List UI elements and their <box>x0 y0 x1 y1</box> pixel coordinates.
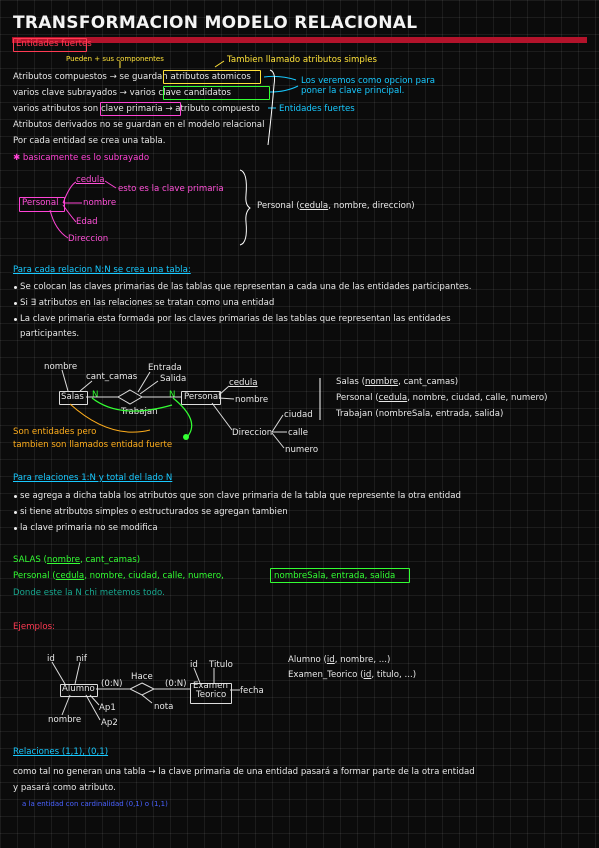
res-salas-post: , cant_camas) <box>398 377 459 387</box>
green-arrow-2 <box>173 398 192 436</box>
res-salas-pre: Salas ( <box>336 377 365 387</box>
arrow-primary-key <box>105 181 116 188</box>
spoke-alumno-nombre <box>62 695 70 715</box>
spoke-personal-direccion <box>212 403 232 430</box>
ex-res-alumno-pre: Alumno ( <box>288 655 327 665</box>
spoke-salas-nombre <box>62 370 68 391</box>
entity-teorico: Teorico <box>196 690 227 700</box>
attr-alumno-nombre: nombre <box>48 715 82 725</box>
cardinality-n-left: N <box>92 390 99 400</box>
note-entidades-pero: Son entidades pero <box>13 427 97 437</box>
attr-salas-cant-camas: cant_camas <box>86 372 138 382</box>
attr-alumno-nif: nif <box>76 654 87 664</box>
result-personal-key: cedula <box>299 201 329 211</box>
entity-alumno: Alumno <box>62 684 95 694</box>
spoke-entrada <box>138 372 150 392</box>
s2-bullet-1: Se colocan las claves primarias de las tablas que representan a cada una de las entidades participantes. <box>20 282 472 292</box>
result-personal-rest: , nombre, direccion) <box>328 201 415 211</box>
note-entidad-fuerte: tambien son llamados entidad fuerte <box>13 440 173 450</box>
relation-hace: Hace <box>131 672 153 682</box>
note-components: Pueden + sus componentes <box>66 55 164 63</box>
spoke-alumno-id <box>52 662 65 684</box>
s3-personal-post: , nombre, ciudad, calle, numero, <box>84 571 224 581</box>
spoke-direccion <box>50 210 68 238</box>
card-alumno: (0:N) <box>101 679 123 689</box>
spoke-examen-id <box>194 668 200 683</box>
s3-note-teal: Donde este la N chi metemos todo. <box>13 588 165 598</box>
entity-personal2: Personal <box>184 392 221 402</box>
attr-examen-titulo: Titulo <box>209 660 233 670</box>
s3-bullet-1: se agrega a dicha tabla los atributos que son clave primaria de la tabla que represente la otra entidad <box>20 491 461 501</box>
attr-alumno-ap2: Ap2 <box>101 718 118 728</box>
attr-alumno-id: id <box>47 654 55 664</box>
attr-calle: calle <box>288 428 309 438</box>
entity-personal: Personal <box>22 198 59 208</box>
res-personal-key: cedula <box>378 393 408 403</box>
attr-personal-direccion: Direccion <box>232 428 273 438</box>
spoke-alumno-nif <box>75 662 80 684</box>
s3-personal-box-text: nombreSala, entrada, salida <box>274 571 396 581</box>
attr-personal-nombre: nombre <box>235 395 269 405</box>
res-personal-post: , nombre, ciudad, calle, numero) <box>407 393 548 403</box>
ex-res-examen-key: id <box>363 670 372 680</box>
attr-salida: Salida <box>160 374 187 384</box>
examples-heading: Ejemplos: <box>13 622 55 632</box>
spoke-cedula <box>63 182 76 203</box>
entity-salas: Salas <box>61 392 84 402</box>
ex-res-alumno-key: id <box>326 655 335 665</box>
s4-line-2: y pasará como atributo. <box>13 783 116 793</box>
s3-personal-pre: Personal ( <box>13 571 56 581</box>
attr-cedula: cedula <box>76 175 105 185</box>
cardinality-n-right: N <box>169 390 176 400</box>
line-derivados: Atributos derivados no se guardan en el modelo relacional <box>13 120 265 130</box>
line-clave-primaria: varios atributos son clave primaria → atributo compuesto <box>13 104 260 114</box>
s3-bullet-3: la clave primaria no se modifica <box>20 523 158 533</box>
attr-edad: Edad <box>76 217 98 227</box>
spoke-personal-cedula <box>219 386 229 395</box>
attr-direccion: Direccion <box>68 234 109 244</box>
card-examen: (0:N) <box>165 679 187 689</box>
spoke-personal-nombre <box>219 398 234 399</box>
relation-trabajan: Trabajan <box>121 407 158 417</box>
spoke-edad <box>63 205 76 222</box>
attr-examen-id: id <box>190 660 198 670</box>
attr-nota: nota <box>154 702 174 712</box>
s3-salas-key: nombre <box>46 555 81 565</box>
section3-heading: Para relaciones 1:N y total del lado N <box>13 473 173 483</box>
line-compuestos: Atributos compuestos → se guardan atributos atomicos <box>13 72 251 82</box>
line-subrayados: varios clave subrayados → varios clave candidatos <box>13 88 231 98</box>
attr-entrada: Entrada <box>148 363 182 373</box>
attr-alumno-ap1: Ap1 <box>99 703 116 713</box>
result-personal-name: Personal ( <box>257 201 300 211</box>
brace-er1 <box>240 170 250 245</box>
s3-salas-post: , cant_camas) <box>80 555 141 565</box>
note-primary-key: esto es la clave primaria <box>118 184 224 194</box>
spoke-ciudad <box>272 415 283 432</box>
spoke-alumno-ap1 <box>90 695 99 705</box>
ex-res-examen-pre: Examen_Teorico ( <box>288 670 364 680</box>
orange-arrow <box>70 404 150 432</box>
green-dot <box>183 434 189 440</box>
attr-ciudad: ciudad <box>284 410 313 420</box>
arrow-simple-attrs <box>215 61 224 67</box>
s3-bullet-2: si tiene atributos simples o estructurados se agregan tambien <box>20 507 288 517</box>
section4-heading: Relaciones (1,1), (0,1) <box>13 747 109 757</box>
section2-heading: Para cada relacion N:N se crea una tabla: <box>13 265 191 275</box>
note-entidades-fuertes: Entidades fuertes <box>279 104 355 114</box>
s4-note-blue: a la entidad con cardinalidad (0,1) o (1,1) <box>22 800 168 808</box>
s4-line-1: como tal no generan una tabla → la clave primaria de una entidad pasará a formar parte de la otra entidad <box>13 767 475 777</box>
spoke-nota <box>142 695 152 703</box>
attr-numero: numero <box>285 445 319 455</box>
s3-personal-key: cedula <box>55 571 85 581</box>
attr-fecha: fecha <box>240 686 264 696</box>
note-simple-attrs: Tambien llamado atributos simples <box>227 55 378 65</box>
attr-salas-nombre: nombre <box>44 362 78 372</box>
s2-bullet-2: Si ∃ atributos en las relaciones se tratan como una entidad <box>20 298 275 308</box>
s2-bullet-3: La clave primaria esta formada por las claves primarias de las tablas que representan las entidades <box>20 314 451 324</box>
section-heading: Entidades fuertes <box>16 39 92 49</box>
res-trabajan: Trabajan (nombreSala, entrada, salida) <box>336 409 504 419</box>
arrow-option <box>264 76 296 80</box>
s3-salas-pre: SALAS ( <box>13 555 47 565</box>
ex-res-examen-post: , titulo, ...) <box>371 670 417 680</box>
res-salas-key: nombre <box>364 377 399 387</box>
attr-personal-cedula: cedula <box>229 378 258 388</box>
green-arrow-1 <box>92 398 172 411</box>
res-personal-pre: Personal ( <box>336 393 379 403</box>
spoke-salas-cant <box>80 381 92 391</box>
spoke-numero <box>272 433 284 448</box>
example-diamond <box>130 683 154 695</box>
s2-bullet-3-cont: participantes. <box>20 329 80 339</box>
entity-examen: Examen <box>193 681 228 691</box>
ex-res-alumno-post: , nombre, ...) <box>334 655 391 665</box>
page-title: TRANSFORMACION MODELO RELACIONAL <box>13 13 418 33</box>
attr-nombre: nombre <box>83 198 117 208</box>
note-option: Los veremos como opcion para poner la clave principal. <box>301 76 436 96</box>
note-subrayado: ✱ basicamente es lo subrayado <box>13 153 150 163</box>
spoke-salida <box>140 381 158 394</box>
line-por-cada-entidad: Por cada entidad se crea una tabla. <box>13 136 166 146</box>
